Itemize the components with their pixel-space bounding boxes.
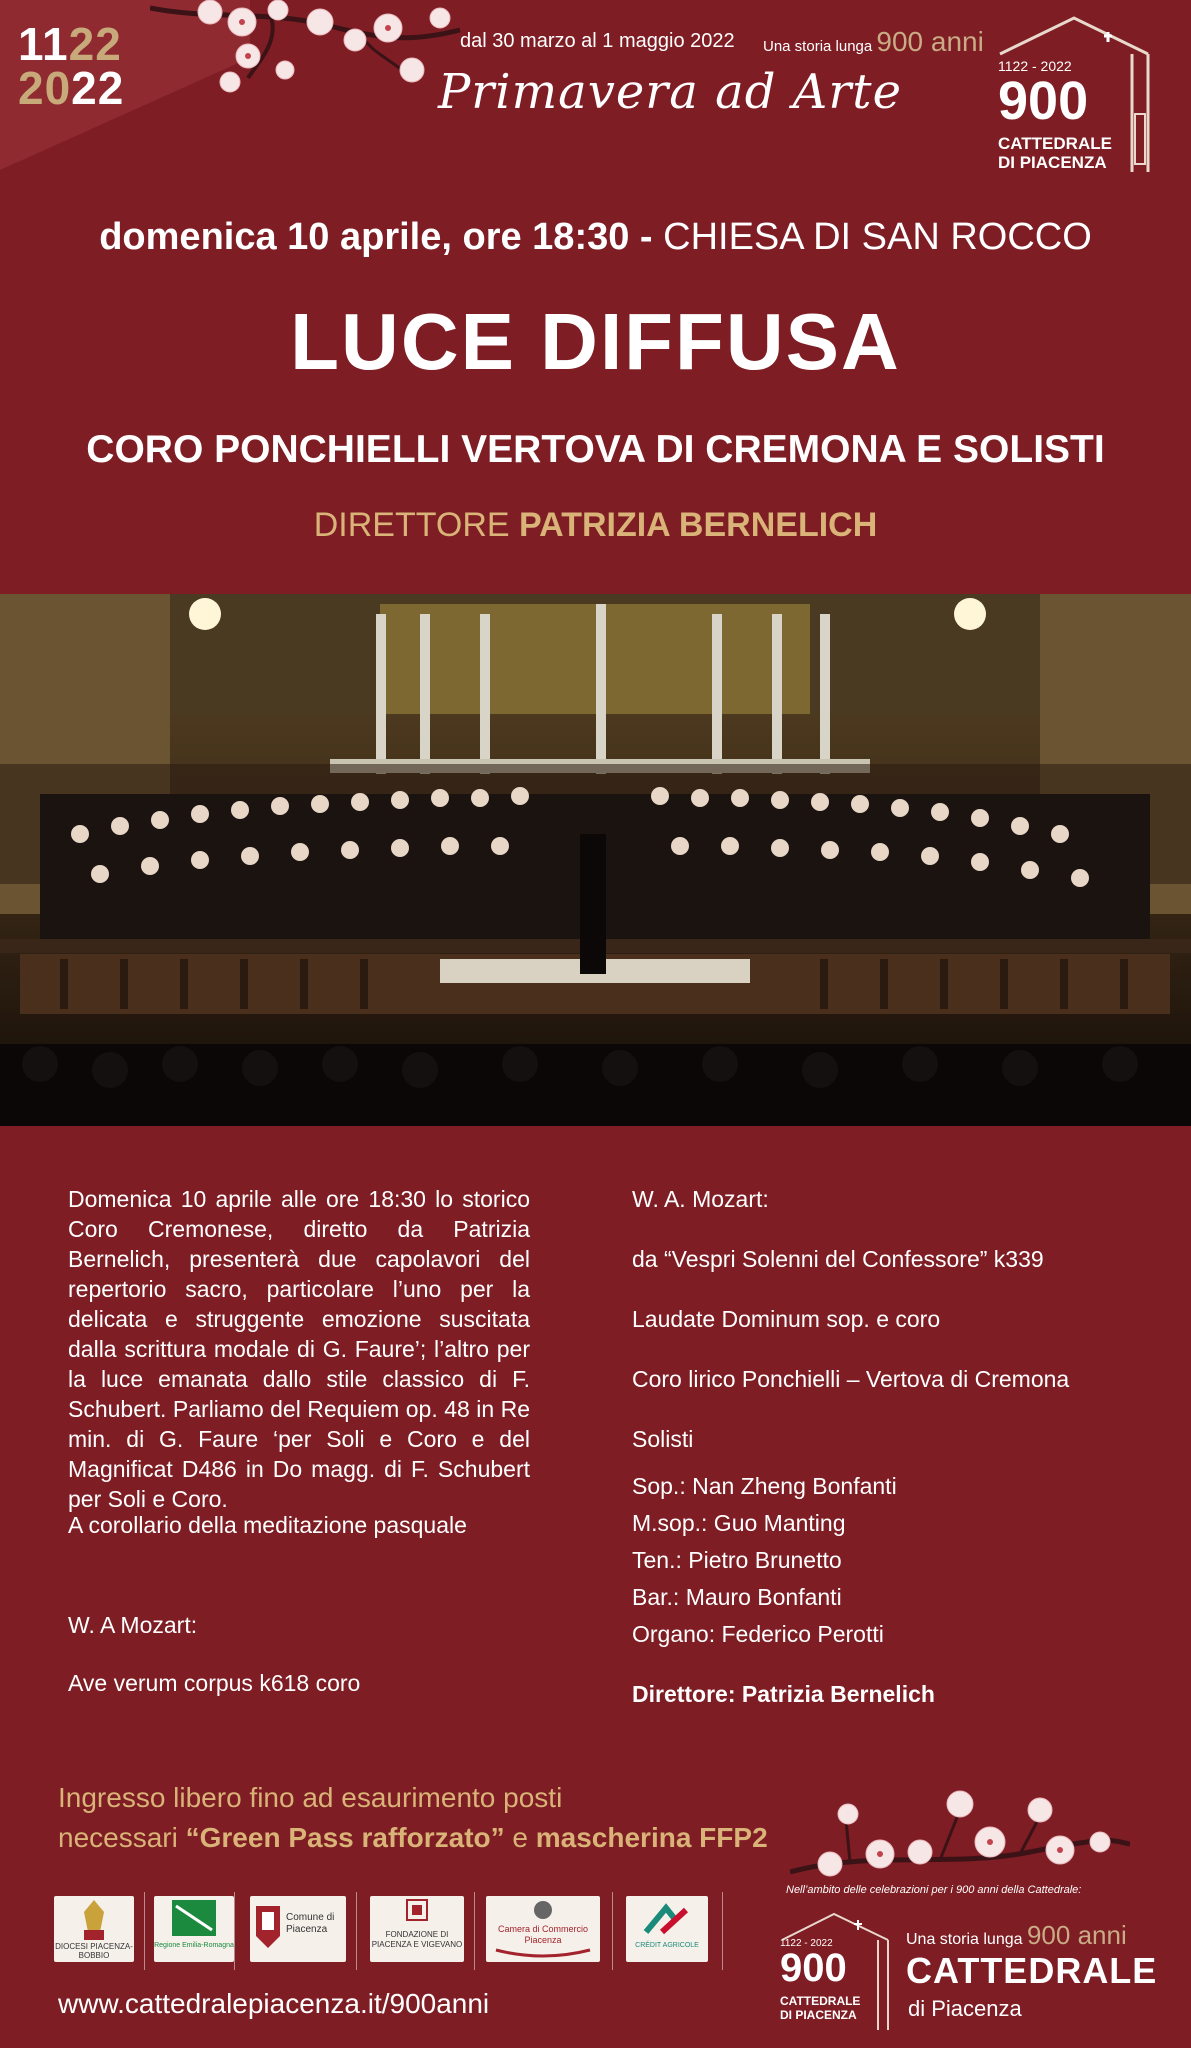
fondazione-logo: FONDAZIONE DI PIACENZA E VIGEVANO bbox=[370, 1896, 464, 1962]
vespri-text: da “Vespri Solenni del Confessore” k339 bbox=[632, 1246, 1044, 1272]
laudate-text: Laudate Dominum sop. e coro bbox=[632, 1306, 941, 1332]
direttore-line: Direttore: Patrizia Bernelich bbox=[632, 1681, 935, 1707]
corollario-text: A corollario della meditazione pasquale bbox=[68, 1512, 467, 1538]
event-when-where: domenica 10 aprile, ore 18:30 - CHIESA DI SAN ROCCO bbox=[99, 216, 1092, 258]
camera-commercio-logo: Camera di Commercio Piacenza bbox=[486, 1896, 600, 1962]
soloist-item: Ten.: Pietro Brunetto bbox=[632, 1547, 842, 1573]
left-composer: W. A Mozart: bbox=[68, 1612, 198, 1638]
event-title: LUCE DIFFUSA bbox=[290, 297, 901, 386]
soloist-item: Bar.: Mauro Bonfanti bbox=[632, 1584, 842, 1610]
storia-line: Una storia lunga 900 anni bbox=[763, 26, 984, 57]
event-subtitle: CORO PONCHIELLI VERTOVA DI CREMONA E SOLISTI bbox=[86, 428, 1105, 471]
cathedral-badge: 1122 - 2022 900 CATTEDRALE DI PIACENZA bbox=[992, 14, 1156, 174]
year-bottom: 2022 bbox=[18, 62, 125, 114]
coro-text: Coro lirico Ponchielli – Vertova di Cremona bbox=[632, 1366, 1070, 1392]
ingresso-line2: necessari “Green Pass rafforzato” e mascherina FFP2 bbox=[58, 1822, 768, 1853]
blossom-branch-icon bbox=[150, 0, 470, 110]
comune-logo: Comune di Piacenza bbox=[250, 1896, 346, 1962]
ingresso-line1: Ingresso libero fino ad esaurimento posti bbox=[58, 1782, 563, 1813]
year-top: 1122 bbox=[18, 18, 122, 70]
festival-dates: dal 30 marzo al 1 maggio 2022 bbox=[460, 30, 735, 52]
choir-photo-illustration bbox=[0, 594, 1191, 1126]
regione-logo: Regione Emilia-Romagna bbox=[154, 1896, 234, 1962]
credit-agricole-logo: CRÉDIT AGRICOLE bbox=[626, 1896, 708, 1962]
solisti-heading: Solisti bbox=[632, 1426, 694, 1452]
soloist-item: Sop.: Nan Zheng Bonfanti bbox=[632, 1473, 897, 1499]
soloist-item: Organo: Federico Perotti bbox=[632, 1621, 884, 1647]
right-composer: W. A. Mozart: bbox=[632, 1186, 769, 1212]
ambito-text: Nell’ambito delle celebrazioni per i 900 anni della Cattedrale: bbox=[786, 1884, 1082, 1896]
event-description: Domenica 10 aprile alle ore 18:30 lo storico Coro Cremonese, diretto da Patrizia Bernelich, presenterà due capolavori del repertorio sacro, particolare l’uno per la delicata e struggente emozione suscitata dalla scrittura modale di G. Faure’; l’altro per la luce emanata dallo stile classico di F. Schubert. Parliamo del Requiem op. 48 in Re min. di G. Faure ‘per Soli e Coro e del Magnificat D486 in Do magg. di F. Schubert per Soli e Coro. bbox=[68, 1186, 530, 1512]
website-link[interactable]: www.cattedralepiacenza.it/900anni bbox=[58, 1988, 490, 2019]
festival-title: Primavera ad Arte bbox=[438, 64, 902, 120]
event-director: DIRETTORE PATRIZIA BERNELICH bbox=[313, 506, 878, 544]
cathedral-badge-small: 1122 - 2022 900 CATTEDRALE DI PIACENZA bbox=[778, 1912, 892, 2030]
soloist-item: M.sop.: Guo Manting bbox=[632, 1510, 846, 1536]
choir-photo bbox=[0, 594, 1191, 1126]
storia-line-footer: Una storia lunga 900 anni bbox=[906, 1920, 1127, 1950]
left-piece: Ave verum corpus k618 coro bbox=[68, 1670, 361, 1696]
diocesi-logo: DIOCESI PIACENZA-BOBBIO bbox=[54, 1896, 134, 1962]
blossom-branch-icon bbox=[790, 1780, 1130, 1880]
cattedrale-title: CATTEDRALE bbox=[906, 1950, 1158, 1991]
di-piacenza-text: di Piacenza bbox=[908, 1996, 1022, 2021]
